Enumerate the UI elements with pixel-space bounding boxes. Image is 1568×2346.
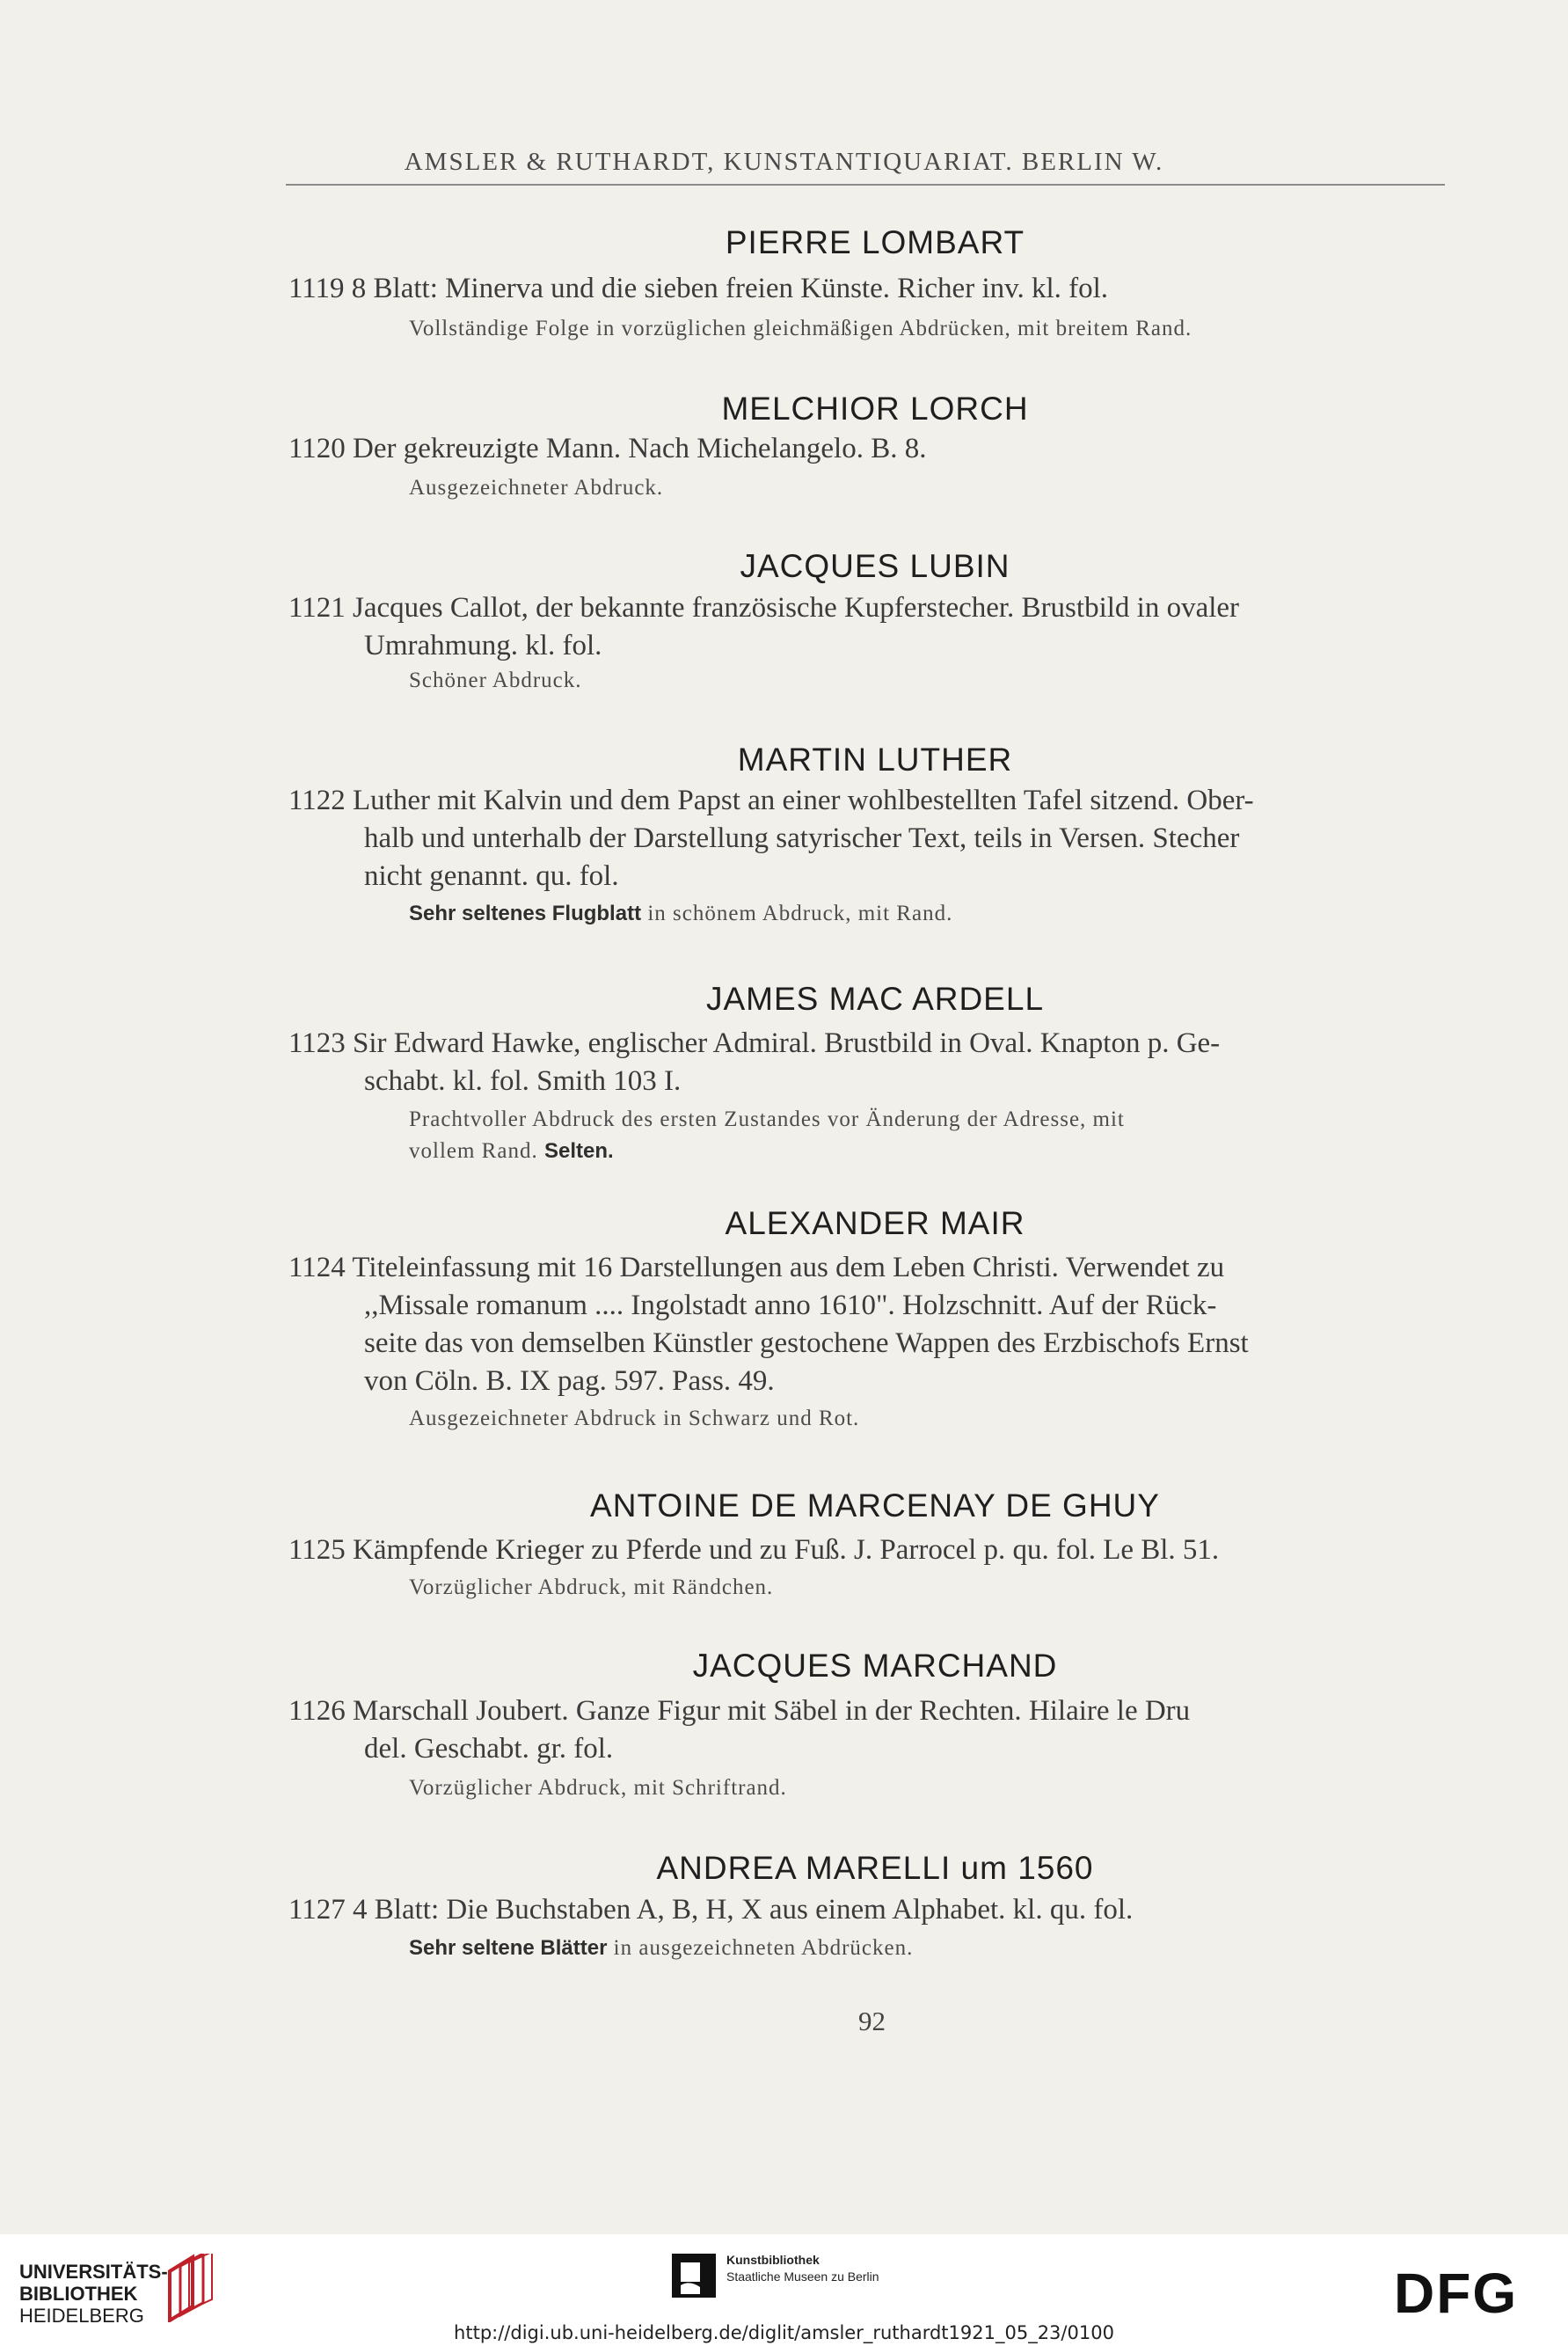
entry-text: [288, 1025, 1449, 1100]
page-number: 92: [858, 2006, 886, 2036]
entry-line: von Cöln. B. IX pag. 597. Pass. 49.: [364, 1365, 775, 1397]
entry-text: [288, 782, 1449, 895]
kb-line: Kunstbibliothek: [726, 2253, 820, 2267]
entry-line: 1124 Titeleinfassung mit 16 Darstellungen aus dem Leben Christi. Verwendet zu: [288, 1252, 1225, 1283]
permalink-url[interactable]: http://digi.ub.uni-heidelberg.de/diglit/amsler_ruthardt1921_05_23/0100: [454, 2322, 1114, 2343]
note-emphasis: Selten.: [543, 1139, 614, 1163]
entry-heading: MELCHIOR LORCH: [721, 391, 1029, 427]
entry-note: Vorzüglicher Abdruck, mit Rändchen.: [409, 1575, 774, 1599]
entry-text: [288, 1249, 1449, 1400]
ub-logo-icon: [161, 2254, 215, 2322]
entry-heading: PIERRE LOMBART: [725, 224, 1025, 260]
kunstbibliothek-wordmark[interactable]: [726, 2252, 879, 2285]
entry-line: 1127 4 Blatt: Die Buchstaben A, B, H, X aus einem Alphabet. kl. qu. fol.: [288, 1894, 1134, 1926]
entry-line: 1125 Kämpfende Krieger zu Pferde und zu Fuß. J. Parrocel p. qu. fol. Le Bl. 51.: [288, 1534, 1220, 1566]
entry-line: 1119 8 Blatt: Minerva und die sieben freien Künste. Richer inv. kl. fol.: [288, 273, 1109, 304]
note-text: in schönem Abdruck, mit Rand.: [641, 902, 953, 925]
entry-line: nicht genannt. qu. fol.: [364, 860, 619, 892]
entry-heading: JACQUES LUBIN: [740, 548, 1010, 584]
entry-note: [409, 898, 1447, 930]
entry-heading: ALEXANDER MAIR: [725, 1205, 1025, 1241]
entry-line: 1126 Marschall Joubert. Ganze Figur mit Säbel in der Rechten. Hilaire le Dru: [288, 1695, 1191, 1727]
kunstbibliothek-logo-icon: [668, 2250, 719, 2301]
ub-line: UNIVERSITÄTS-: [19, 2261, 168, 2283]
entry-line: 1122 Luther mit Kalvin und dem Papst an einer wohlbestellten Tafel sitzend. Ober-: [288, 785, 1254, 816]
entry-text: [288, 430, 1449, 468]
entry-text: [288, 1531, 1449, 1569]
entry-line: halb und unterhalb der Darstellung satyrischer Text, teils in Versen. Stecher: [364, 822, 1240, 854]
running-head: AMSLER & RUTHARDT, KUNSTANTIQUARIAT. BERLIN W.: [404, 148, 1164, 176]
entry-heading: ANTOINE DE MARCENAY DE GHUY: [590, 1487, 1160, 1524]
entry-line: 1120 Der gekreuzigte Mann. Nach Michelangelo. B. 8.: [288, 433, 927, 464]
kb-line: Staatliche Museen zu Berlin: [726, 2269, 879, 2284]
entry-note: [409, 1104, 1447, 1167]
dfg-logo[interactable]: DFG: [1394, 2262, 1519, 2325]
entry-heading: MARTIN LUTHER: [737, 742, 1013, 778]
entry-line: del. Geschabt. gr. fol.: [364, 1733, 614, 1765]
entry-line: Umrahmung. kl. fol.: [364, 630, 602, 661]
note-emphasis: Sehr seltenes Flugblatt: [409, 902, 642, 925]
note-text-2: [409, 1136, 1447, 1167]
entry-heading: JAMES MAC ARDELL: [705, 981, 1045, 1017]
entry-note: Schöner Abdruck.: [409, 669, 582, 692]
entry-text: [288, 270, 1449, 308]
header-rule: [286, 184, 1445, 186]
entry-note: Ausgezeichneter Abdruck.: [409, 476, 664, 500]
entry-note: Vollständige Folge in vorzüglichen gleichmäßigen Abdrücken, mit breitem Rand.: [409, 317, 1192, 340]
ub-line: HEIDELBERG: [19, 2305, 144, 2327]
entry-heading: ANDREA MARELLI um 1560: [656, 1850, 1094, 1886]
note-emphasis: Sehr seltene Blätter: [409, 1936, 608, 1960]
note-text: vollem Rand.: [409, 1139, 538, 1163]
note-text: Prachtvoller Abdruck des ersten Zustandes vor Änderung der Adresse, mit: [409, 1107, 1125, 1131]
footer-bar: [0, 2234, 1568, 2346]
entry-heading: JACQUES MARCHAND: [692, 1648, 1058, 1684]
entry-line: seite das von demselben Künstler gestochene Wappen des Erzbischofs Ernst: [364, 1327, 1249, 1359]
entry-text: [288, 1891, 1449, 1929]
entry-note: [409, 1933, 1447, 1964]
entry-note: Vorzüglicher Abdruck, mit Schriftrand.: [409, 1776, 787, 1800]
entry-text: [288, 1692, 1449, 1768]
entry-line: schabt. kl. fol. Smith 103 I.: [364, 1065, 682, 1097]
entry-line: 1121 Jacques Callot, der bekannte französische Kupferstecher. Brustbild in ovaler: [288, 592, 1240, 624]
entry-line: 1123 Sir Edward Hawke, englischer Admiral. Brustbild in Oval. Knapton p. Ge-: [288, 1027, 1221, 1059]
ub-line: BIBLIOTHEK: [19, 2283, 138, 2305]
ub-heidelberg-wordmark[interactable]: [19, 2261, 168, 2327]
entry-note: Ausgezeichneter Abdruck in Schwarz und Rot.: [409, 1407, 860, 1430]
entry-text: [288, 589, 1449, 665]
entry-line: ,,Missale romanum .... Ingolstadt anno 1610". Holzschnitt. Auf der Rück-: [364, 1290, 1217, 1321]
note-text: in ausgezeichneten Abdrücken.: [607, 1936, 914, 1960]
